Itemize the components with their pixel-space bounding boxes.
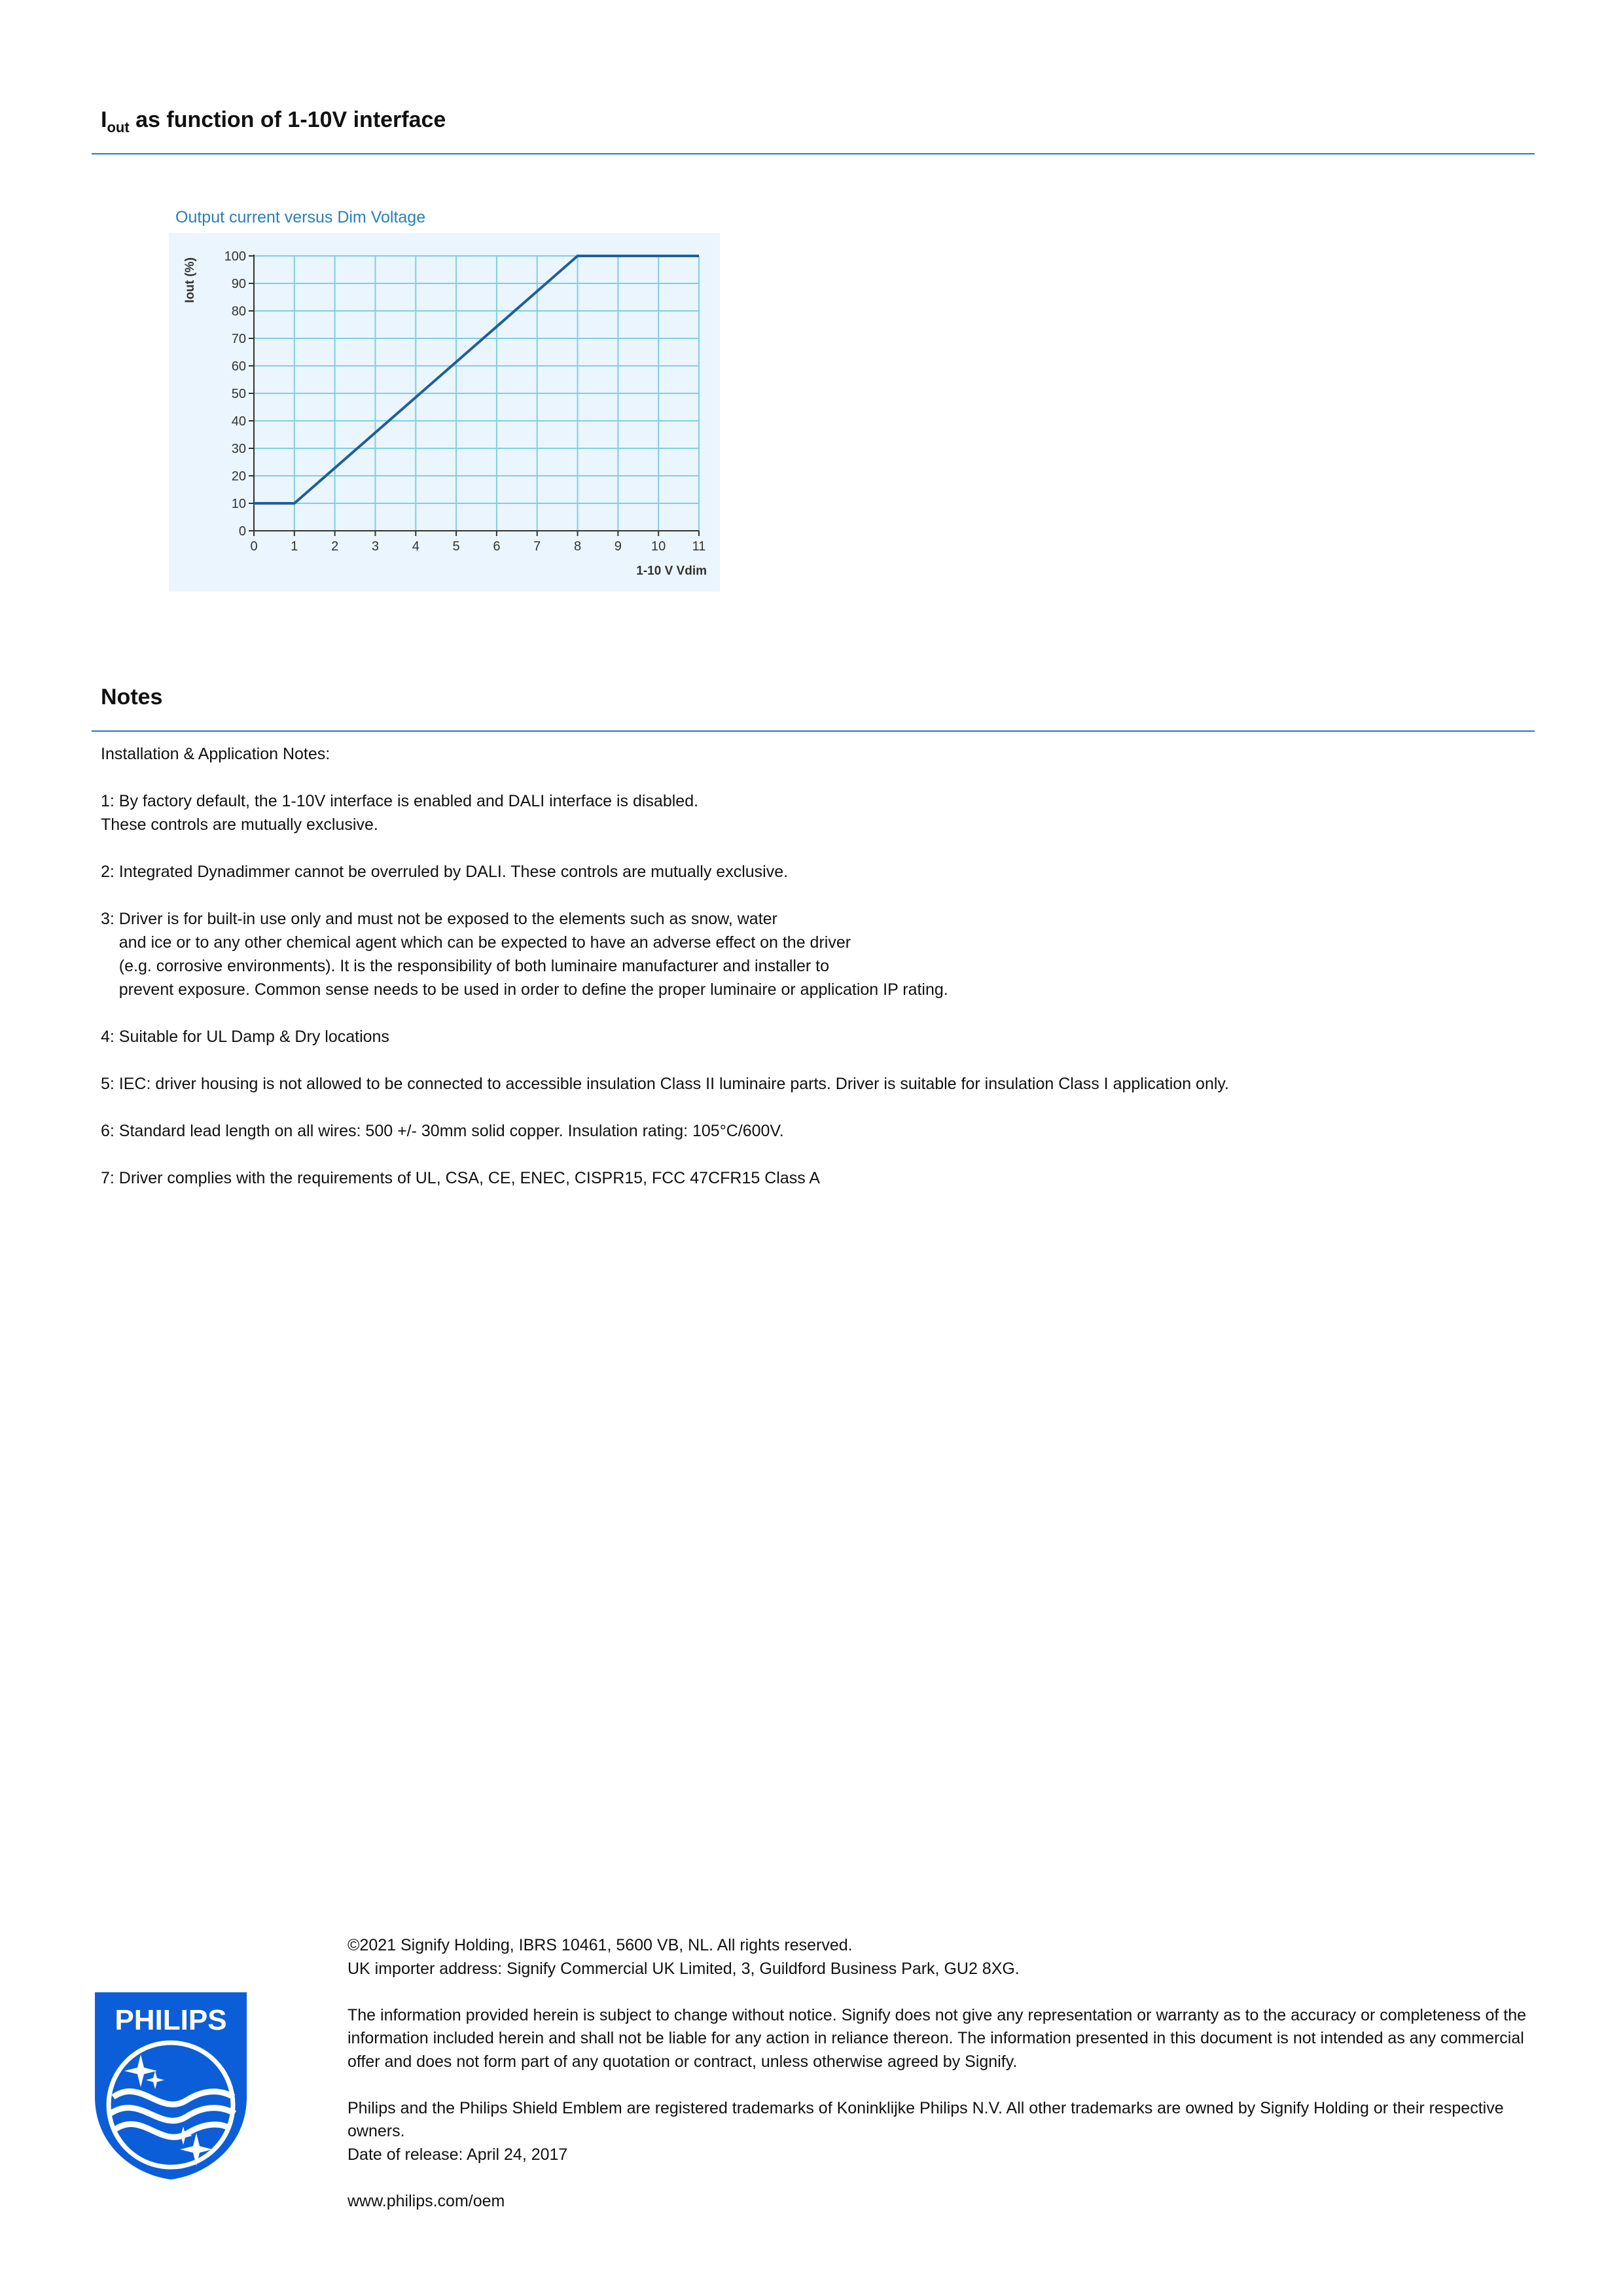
note-line: 3: Driver is for built-in use only and must not be exposed to the elements such as snow, water xyxy=(101,910,777,928)
chart-tick-label-y: 80 xyxy=(231,304,246,319)
chart-tick-label-y: 40 xyxy=(231,414,246,429)
chart-tick-label-y: 60 xyxy=(231,359,246,374)
chart-tick-label-y: 70 xyxy=(231,332,246,346)
chart-tick-label-x: 11 xyxy=(692,539,706,554)
chart-tick-label-y: 10 xyxy=(231,497,246,511)
footer-trademarks: Philips and the Philips Shield Emblem are registered trademarks of Koninklijke Philips N.V. All other trademarks are owned by Signify Holding or their respective owners. xyxy=(348,2098,1504,2140)
footer-importer: UK importer address: Signify Commercial UK Limited, 3, Guildford Business Park, GU2 8XG. xyxy=(348,1959,1020,1978)
chart-tick-label-x: 0 xyxy=(250,539,258,554)
section-divider xyxy=(92,153,1535,154)
note-line xyxy=(101,766,1527,789)
section-title-iout: $I_{out}$ as function of 1-10V interface xyxy=(101,107,446,135)
note-line xyxy=(101,1001,1527,1025)
philips-shield-icon xyxy=(95,1992,247,2179)
note-line: 2: Integrated Dynadimmer cannot be overruled by DALI. These controls are mutually exclusive. xyxy=(101,863,789,881)
chart-tick-label-x: 1 xyxy=(291,539,298,554)
footer-link[interactable]: www.philips.com/oem xyxy=(348,2191,505,2210)
chart-tick-label-x: 10 xyxy=(651,539,666,554)
chart-x-axis-label: 1-10 V Vdim xyxy=(636,564,707,578)
chart-tick-label-x: 5 xyxy=(452,539,460,554)
note-line: 1: By factory default, the 1-10V interface is enabled and DALI interface is disabled. xyxy=(101,792,699,810)
chart-tick-label-x: 2 xyxy=(331,539,339,554)
note-line: 7: Driver complies with the requirements of UL, CSA, CE, ENEC, CISPR15, FCC 47CFR15 Class A xyxy=(101,1169,820,1187)
output-current-chart xyxy=(169,233,720,592)
chart-tick-label-y: 50 xyxy=(231,387,246,401)
note-line xyxy=(101,884,1527,907)
chart-tick-label-x: 9 xyxy=(614,539,622,554)
section-divider xyxy=(92,730,1535,732)
footer xyxy=(348,1934,1532,2213)
chart-tick-label-y: 30 xyxy=(231,442,246,456)
note-line: and ice or to any other chemical agent which can be expected to have an adverse effect on the driver xyxy=(101,933,851,952)
section-title-notes: Notes xyxy=(101,685,163,709)
note-line xyxy=(101,1143,1527,1166)
note-line: (e.g. corrosive environments). It is the responsibility of both luminaire manufacturer and installer to xyxy=(101,957,830,975)
note-line xyxy=(101,836,1527,860)
chart-tick-label-x: 6 xyxy=(493,539,501,554)
note-line: prevent exposure. Common sense needs to be used in order to define the proper luminaire or application IP rating. xyxy=(101,980,948,999)
notes-block xyxy=(101,742,1527,1190)
note-line: Installation & Application Notes: xyxy=(101,745,330,763)
note-line xyxy=(101,1096,1527,1119)
note-line: 4: Suitable for UL Damp & Dry locations xyxy=(101,1028,389,1046)
chart-tick-label-y: 20 xyxy=(231,469,246,484)
footer-release-date: Date of release: April 24, 2017 xyxy=(348,2145,568,2164)
chart-y-axis-label: Iout (%) xyxy=(183,257,197,303)
footer-copyright: ©2021 Signify Holding, IBRS 10461, 5600 VB, NL. All rights reserved. xyxy=(348,1936,853,1954)
note-line: These controls are mutually exclusive. xyxy=(101,816,378,834)
footer-disclaimer: The information provided herein is subject to change without notice. Signify does not give any representation or warranty as to the accuracy or completeness of the information included herein and shall not be liable for any action in reliance thereon. The information presented in this document is not intended as any commercial offer and does not form part of any quotation or contract, unless otherwise agreed by Signify. xyxy=(348,2005,1527,2071)
note-line xyxy=(101,1049,1527,1072)
chart-title: Output current versus Dim Voltage xyxy=(175,208,426,226)
philips-wordmark: PHILIPS xyxy=(115,2004,227,2036)
chart-tick-label-x: 3 xyxy=(371,539,380,554)
note-line: 6: Standard lead length on all wires: 500 +/- 30mm solid copper. Insulation rating: 105°C/600V. xyxy=(101,1122,784,1140)
chart-tick-label-x: 7 xyxy=(533,539,541,554)
chart-tick-label-x: 4 xyxy=(412,539,419,554)
chart-tick-label-y: 100 xyxy=(224,249,246,264)
chart-tick-label-x: 8 xyxy=(573,539,582,554)
chart-background xyxy=(169,233,720,592)
chart-tick-label-y: 0 xyxy=(238,524,246,539)
note-line: 5: IEC: driver housing is not allowed to be connected to accessible insulation Class II luminaire parts. Driver is suitable for insulation Class I application only. xyxy=(101,1075,1229,1093)
chart-tick-label-y: 90 xyxy=(231,277,246,291)
